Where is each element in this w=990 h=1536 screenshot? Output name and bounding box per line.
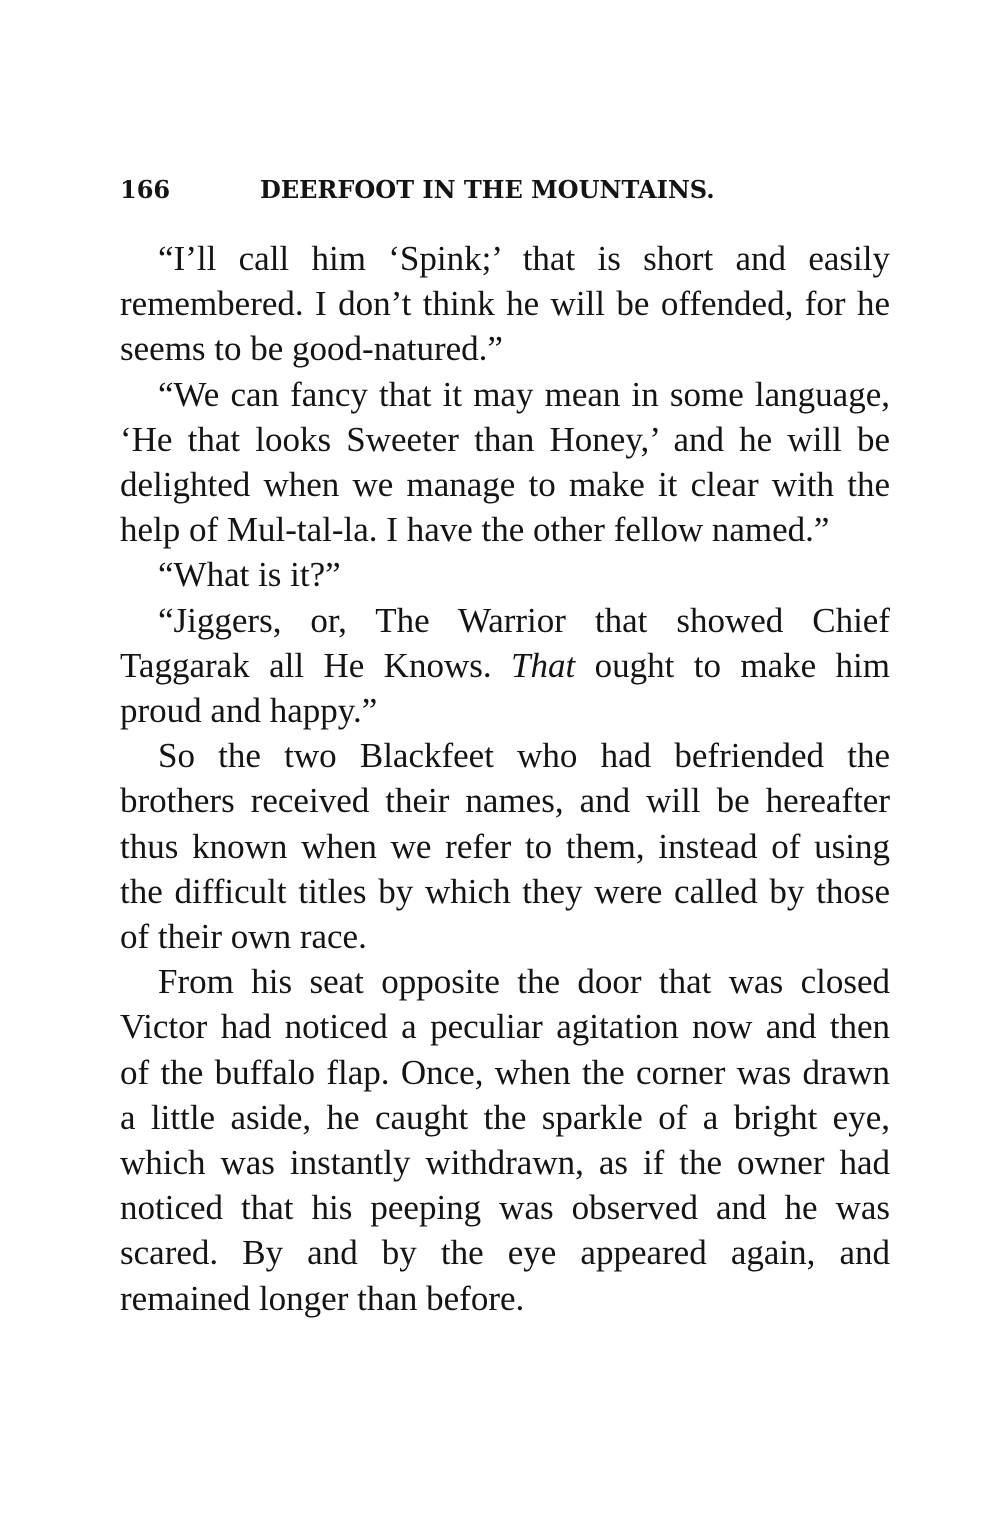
paragraph-jiggers <box>120 598 890 734</box>
page-number: 166 <box>120 175 171 204</box>
paragraph-what-is-it: “What is it?” <box>158 555 341 595</box>
paragraph-blackfeet-names: So the two Blackfeet who had befriended the brothers received their names, and will be hereafter thus known when we refer to them, instead of using the difficult titles by which they were called by those of their own race. <box>120 736 890 957</box>
italic-emphasis: That <box>511 645 576 685</box>
running-title: DEERFOOT IN THE MOUNTAINS. <box>260 175 715 204</box>
running-head <box>120 170 890 210</box>
paragraph-jiggers-end: ought to make him proud and happy.” <box>120 645 890 731</box>
paragraph-victor-door: From his seat opposite the door that was closed Victor had noticed a peculiar agitation now and then of the buffalo flap. Once, when the corner was drawn a little aside, he caught the sparkle of a bright eye, which was instantly withdrawn, as if the owner had noticed that his peeping was observed and he was scared. By and by the eye appeared again, and remained longer than before. <box>120 962 890 1318</box>
paragraph-spink: “I’ll call him ‘Spink;’ that is short and easily remembered. I don’t think he will be offended, for he seems to be good-natured.” <box>120 239 890 369</box>
paragraph-fancy-meaning: “We can fancy that it may mean in some language, ‘He that looks Sweeter than Honey,’ and he will be delighted when we manage to make it clear with the help of Mul-tal-la. I have the other fellow named.” <box>120 374 890 550</box>
body-text <box>120 236 890 1321</box>
paragraph-jiggers-start: “Jiggers, or, The Warrior that showed Chief Taggarak all He Knows. <box>120 600 890 685</box>
